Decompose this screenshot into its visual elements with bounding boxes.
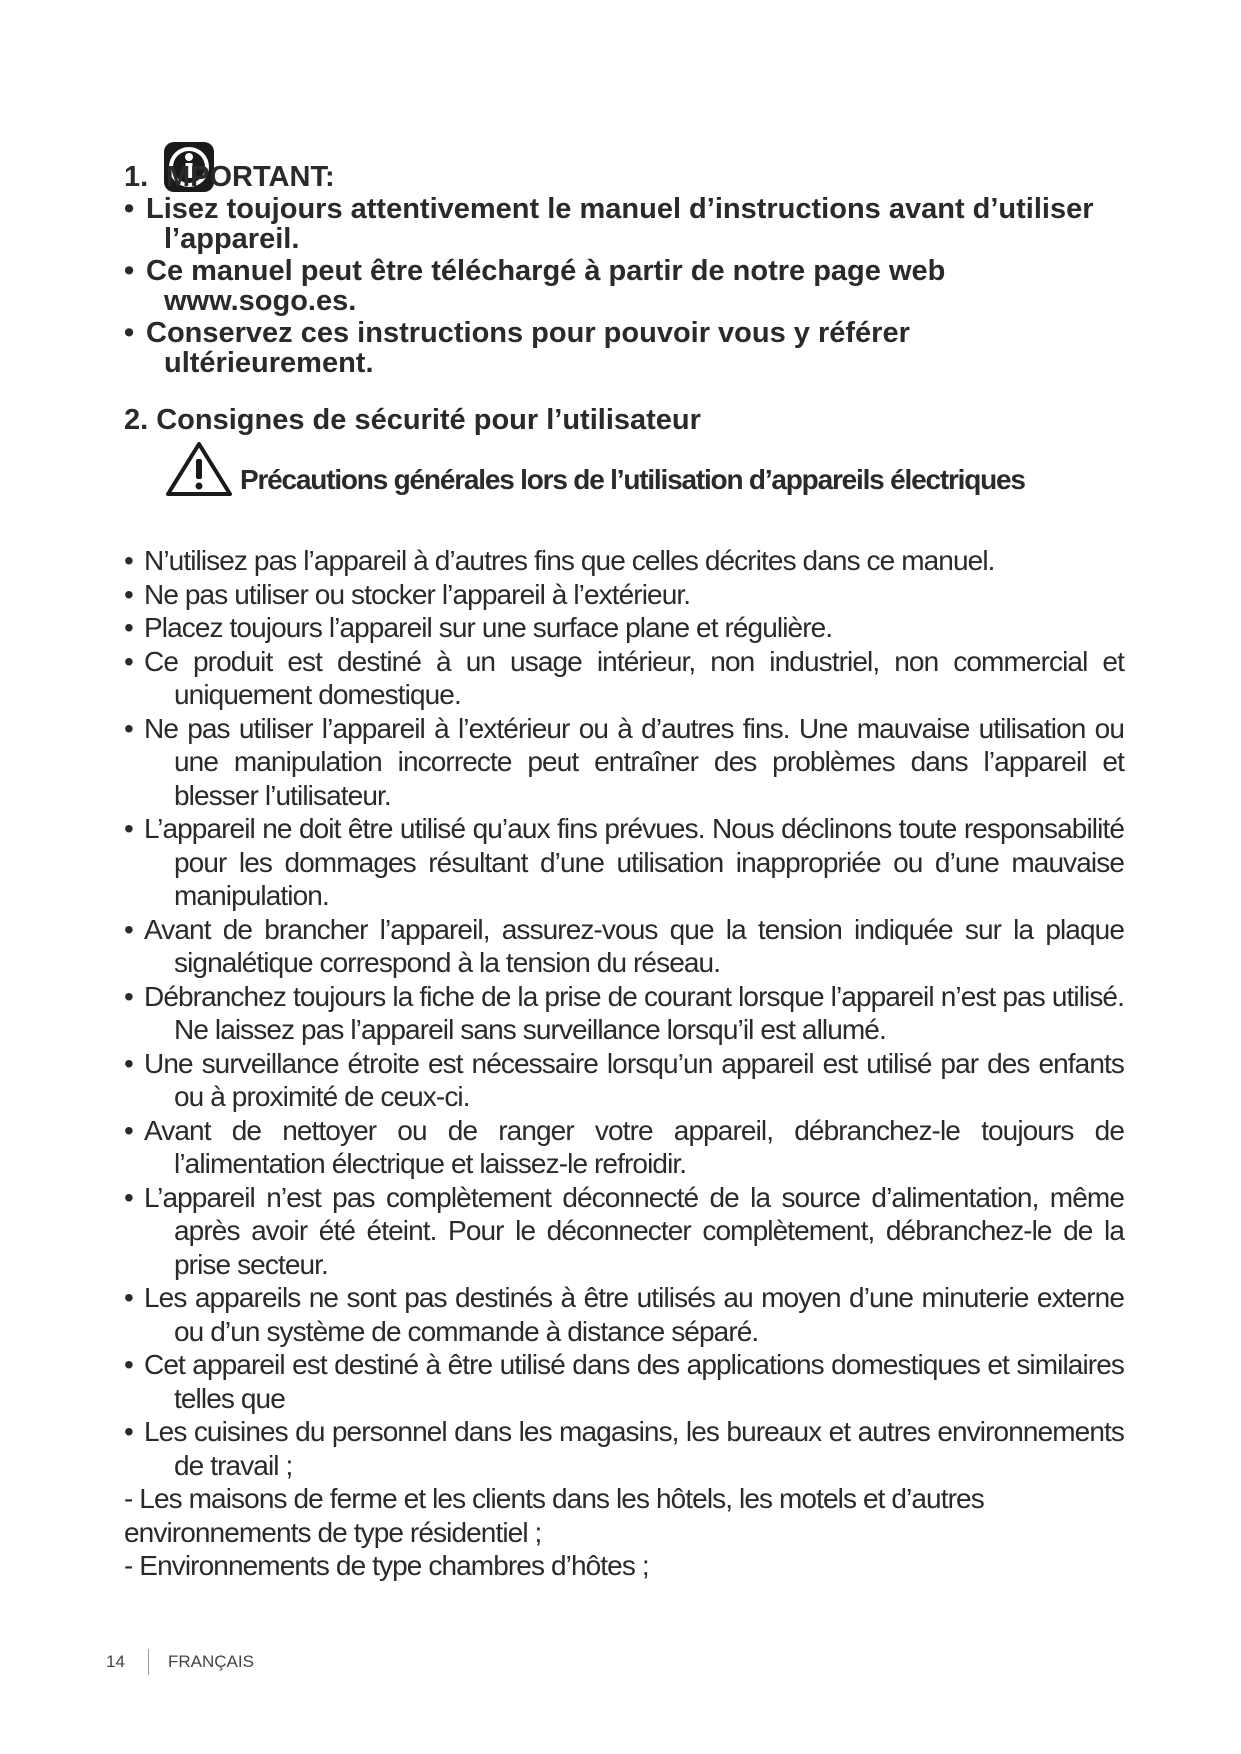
- precautions-subtitle: Précautions générales lors de l’utilisation d’appareils électriques: [240, 464, 1025, 495]
- dash-item: - Les maisons de ferme et les clients dans les hôtels, les motels et d’autres environnements de type résidentiel ;: [124, 1483, 984, 1548]
- list-item: • Ne pas utiliser l’appareil à l’extérieur ou à d’autres fins. Une mauvaise utilisation ou une manipulation incorrecte peut entraîner des problèmes dans l’appareil et blesser l’utilisateur.: [124, 712, 1124, 811]
- list-item: • Ce produit est destiné à un usage intérieur, non industriel, non commercial et uniquement domestique.: [124, 645, 1124, 710]
- list-item: • Une surveillance étroite est nécessaire lorsqu’un appareil est utilisé par des enfants ou à proximité de ceux-ci.: [124, 1047, 1124, 1112]
- list-item: • Cet appareil est destiné à être utilisé dans des applications domestiques et similaires telles que: [124, 1349, 1124, 1414]
- list-item: • Les cuisines du personnel dans les magasins, les bureaux et autres environnements de travail ;: [124, 1416, 1124, 1481]
- important-number: 1.: [124, 161, 149, 193]
- page-number: 14: [106, 1652, 125, 1671]
- list-item: • Débranchez toujours la fiche de la prise de courant lorsque l’appareil n’est pas utilisé. Ne laissez pas l’appareil sans surveillance lorsqu’il est allumé.: [124, 980, 1124, 1045]
- safety-instructions: [124, 544, 1124, 1583]
- dash-item: - Environnements de type chambres d’hôtes ;: [124, 1550, 649, 1581]
- list-item: • Lisez toujours attentivement le manuel d’instructions avant d’utiliser l’appareil.: [124, 193, 1094, 255]
- list-item: • Ne pas utiliser ou stocker l’appareil à l’extérieur.: [124, 578, 691, 610]
- list-item: • Les appareils ne sont pas destinés à être utilisés au moyen d’une minuterie externe ou d’un système de commande à distance séparé.: [124, 1282, 1124, 1347]
- list-item: • Conservez ces instructions pour pouvoir vous y référer ultérieurement.: [124, 317, 910, 379]
- list-item: • L’appareil ne doit être utilisé qu’aux fins prévues. Nous déclinons toute responsabilité pour les dommages résultant d’une utilisation inappropriée ou d’une mauvaise manipulation.: [124, 813, 1124, 911]
- list-item: • N’utilisez pas l’appareil à d’autres fins que celles décrites dans ce manuel.: [124, 545, 995, 576]
- list-item: • Avant de nettoyer ou de ranger votre appareil, débranchez-le toujours de l’alimentation électrique et laissez-le refroidir.: [124, 1114, 1124, 1179]
- footer-divider: [148, 1649, 149, 1675]
- footer-language: FRANÇAIS: [168, 1652, 254, 1671]
- section2-title: 2. Consignes de sécurité pour l’utilisateur: [124, 404, 701, 436]
- list-item: • L’appareil n’est pas complètement déconnecté de la source d’alimentation, même après avoir été éteint. Pour le déconnecter complètement, débranchez-le de la prise secteur.: [124, 1181, 1124, 1280]
- important-title: MPORTANT:: [166, 161, 335, 193]
- safety-list: [124, 544, 1124, 1482]
- list-item: • Placez toujours l’appareil sur une surface plane et régulière.: [124, 612, 833, 643]
- list-item: • Avant de brancher l’appareil, assurez-vous que la tension indiquée sur la plaque signalétique correspond à la tension du réseau.: [124, 913, 1124, 978]
- precautions-heading: [164, 440, 1174, 498]
- important-heading: [124, 150, 1124, 193]
- important-section: [124, 150, 1124, 380]
- important-list: [124, 194, 1124, 378]
- list-item: • Ce manuel peut être téléchargé à partir de notre page web www.sogo.es.: [124, 255, 946, 317]
- warning-icon: [164, 440, 234, 498]
